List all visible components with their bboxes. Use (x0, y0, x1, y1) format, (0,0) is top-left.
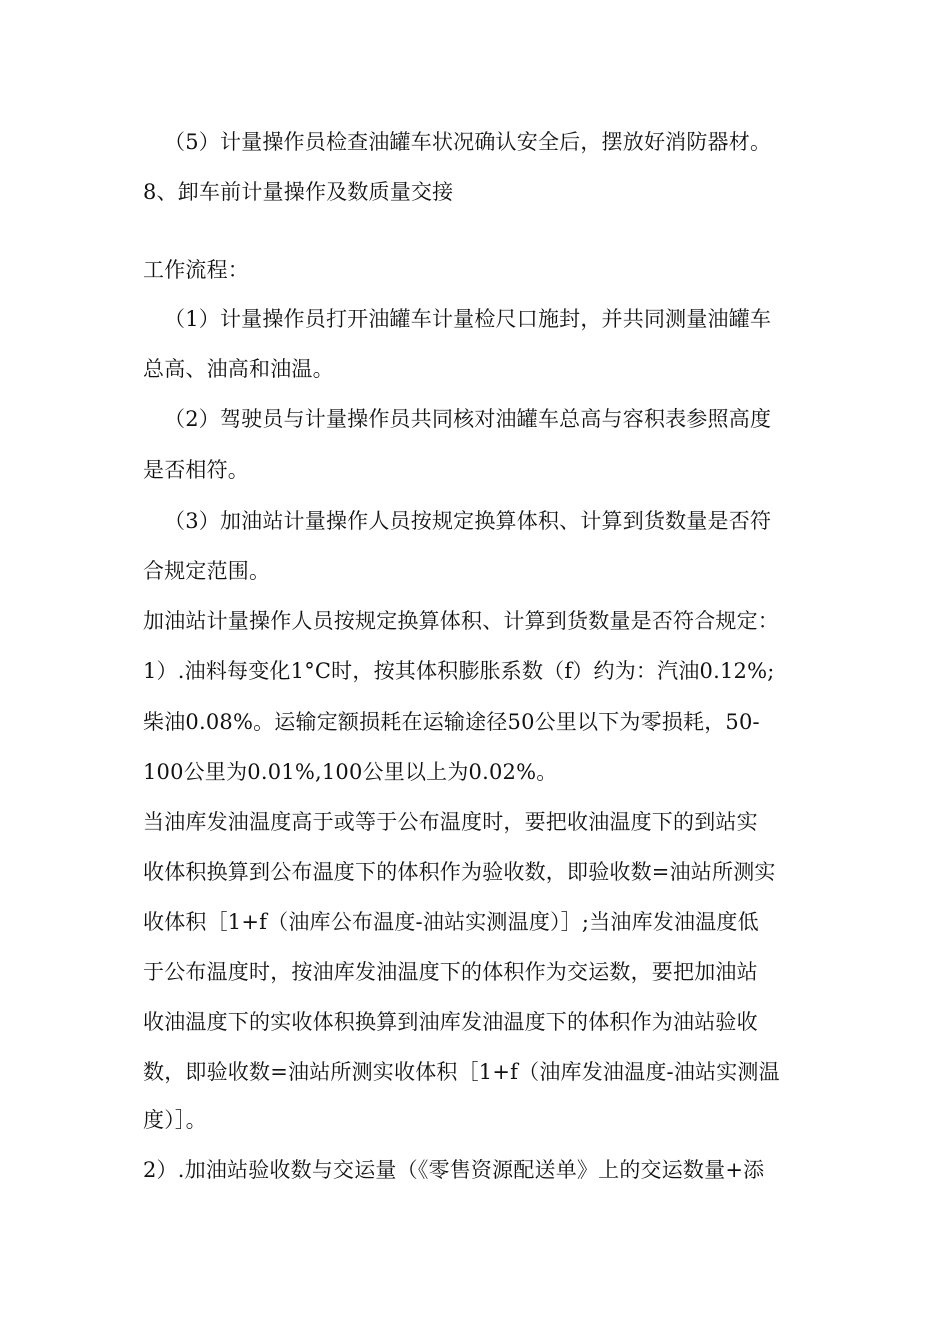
rule-1-line-1: 1）.油料每变化1°C时，按其体积膨胀系数（f）约为：汽油0.12%; (143, 659, 775, 683)
temperature-paragraph-line-1: 当油库发油温度高于或等于公布温度时，要把收油温度下的到站实 (143, 810, 758, 834)
temperature-paragraph-line-3: 收体积［1+f（油库公布温度-油站实测温度）］;当油库发油温度低 (143, 910, 759, 934)
rule-2-line-1: 2）.加油站验收数与交运量（《零售资源配送单》上的交运数量+添 (143, 1158, 765, 1182)
temperature-paragraph-line-5: 收油温度下的实收体积换算到油库发油温度下的体积作为油站验收 (143, 1010, 758, 1034)
temperature-paragraph-line-4: 于公布温度时，按油库发油温度下的体积作为交运数，要把加油站 (143, 960, 758, 984)
paragraph-step-2-line-2: 是否相符。 (143, 458, 249, 482)
paragraph-step-1-line-1: （1）计量操作员打开油罐车计量检尺口施封，并共同测量油罐车 (164, 307, 772, 331)
paragraph-step-3-line-2: 合规定范围。 (143, 559, 271, 583)
rule-intro: 加油站计量操作人员按规定换算体积、计算到货数量是否符合规定： (143, 609, 779, 633)
paragraph-step-5: （5）计量操作员检查油罐车状况确认安全后，摆放好消防器材。 (164, 130, 772, 154)
temperature-paragraph-line-2: 收体积换算到公布温度下的体积作为验收数，即验收数=油站所测实 (143, 860, 776, 884)
section-heading-8: 8、卸车前计量操作及数质量交接 (143, 180, 454, 204)
paragraph-step-3-line-1: （3）加油站计量操作人员按规定换算体积、计算到货数量是否符 (164, 509, 772, 533)
paragraph-step-1-line-2: 总高、油高和油温。 (143, 357, 334, 381)
rule-1-line-3: 100公里为0.01%,100公里以上为0.02%。 (143, 760, 558, 784)
temperature-paragraph-line-7: 度）］。 (143, 1108, 207, 1132)
rule-1-line-2: 柴油0.08%。运输定额损耗在运输途径50公里以下为零损耗，50- (143, 710, 760, 734)
workflow-label: 工作流程： (143, 258, 249, 282)
paragraph-step-2-line-1: （2）驾驶员与计量操作员共同核对油罐车总高与容积表参照高度 (164, 407, 772, 431)
temperature-paragraph-line-6: 数，即验收数=油站所测实收体积［1+f（油库发油温度-油站实测温 (143, 1060, 780, 1084)
